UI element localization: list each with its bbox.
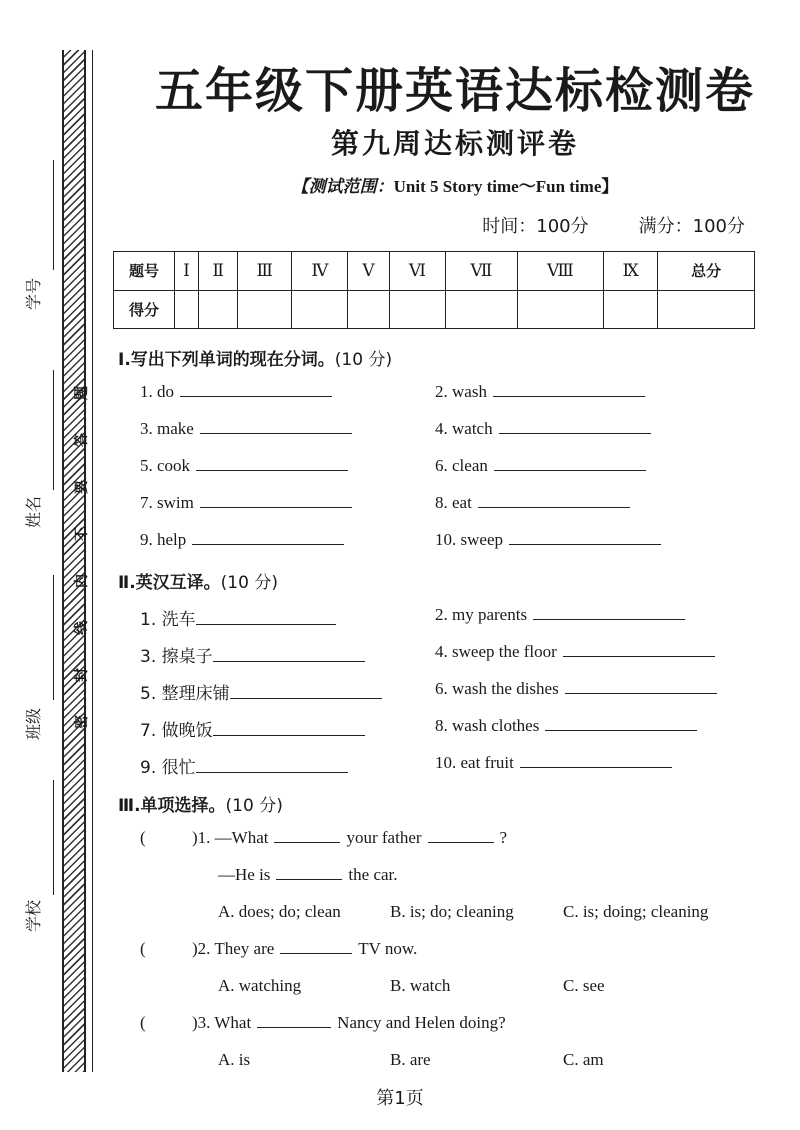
answer-blank[interactable] xyxy=(545,716,697,731)
answer-bracket[interactable]: ( xyxy=(140,1013,146,1032)
time-info xyxy=(482,212,745,238)
question-2-option-b[interactable]: B. watch xyxy=(390,976,451,995)
score-cell[interactable] xyxy=(348,290,389,329)
label-school: 学校 xyxy=(24,899,43,932)
seal-char: 答 xyxy=(74,433,90,447)
table-cell: 题号 xyxy=(114,252,175,291)
question-3-option-b[interactable]: B. are xyxy=(390,1050,431,1069)
table-row xyxy=(114,252,755,291)
seal-char: 题 xyxy=(74,386,90,400)
question-2-option-c[interactable]: C. see xyxy=(563,976,605,995)
list-item: 1. do xyxy=(140,382,332,402)
list-item: 2. wash xyxy=(435,382,645,402)
question-3-option-c[interactable]: C. am xyxy=(563,1050,604,1069)
seal-char: 内 xyxy=(74,574,90,588)
question-1-answer-line: —He is the car. xyxy=(218,865,398,884)
answer-bracket[interactable]: ( xyxy=(140,939,146,958)
score-cell[interactable] xyxy=(238,290,292,329)
question-1-option-b[interactable]: B. is; do; cleaning xyxy=(390,902,514,921)
label-class: 班级 xyxy=(24,707,43,740)
score-cell[interactable] xyxy=(175,290,199,329)
list-item: 8. wash clothes xyxy=(435,716,697,736)
answer-blank[interactable] xyxy=(520,753,672,768)
score-cell[interactable] xyxy=(604,290,658,329)
list-item: 5. 整理床铺 xyxy=(140,679,382,704)
answer-blank[interactable] xyxy=(509,530,661,545)
question-2-option-a[interactable]: A. watching xyxy=(218,976,302,995)
table-cell: 总分 xyxy=(658,252,755,291)
list-item: 4. watch xyxy=(435,419,651,439)
binding-margin xyxy=(0,0,100,1080)
answer-blank[interactable] xyxy=(274,828,340,843)
answer-blank[interactable] xyxy=(428,828,494,843)
answer-blank[interactable] xyxy=(499,419,651,434)
answer-blank[interactable] xyxy=(180,382,332,397)
list-item: 5. cook xyxy=(140,456,348,476)
school-line xyxy=(53,780,54,895)
answer-blank[interactable] xyxy=(192,530,344,545)
list-item: 9. 很忙 xyxy=(140,753,348,778)
answer-blank[interactable] xyxy=(213,721,365,736)
seal-char: 封 xyxy=(74,668,90,682)
section-heading: Ⅲ.单项选择。(10 分) xyxy=(118,796,283,816)
list-item: 8. eat xyxy=(435,493,630,513)
question-1-option-c[interactable]: C. is; doing; cleaning xyxy=(563,902,709,921)
list-item: 7. 做晚饭 xyxy=(140,716,365,741)
section-heading: Ⅰ.写出下列单词的现在分词。(10 分) xyxy=(118,350,393,370)
score-cell[interactable] xyxy=(389,290,445,329)
answer-blank[interactable] xyxy=(493,382,645,397)
table-cell: Ⅶ xyxy=(446,252,517,291)
answer-blank[interactable] xyxy=(196,758,348,773)
full-score: 满分：100分 xyxy=(638,216,745,237)
class-line xyxy=(53,575,54,700)
answer-blank[interactable] xyxy=(478,493,630,508)
question-1: ( )1. —What your father ? xyxy=(140,828,508,847)
answer-blank[interactable] xyxy=(276,865,342,880)
test-range: 【测试范围：Unit 5 Story time～Fun time】 xyxy=(291,177,619,197)
score-cell[interactable] xyxy=(446,290,517,329)
question-1-option-a[interactable]: A. does; do; clean xyxy=(218,902,341,921)
label-name: 姓名 xyxy=(24,495,43,528)
section-heading: Ⅱ.英汉互译。(10 分) xyxy=(118,573,278,593)
table-cell: Ⅷ xyxy=(517,252,604,291)
answer-blank[interactable] xyxy=(200,493,352,508)
list-item: 2. my parents xyxy=(435,605,685,625)
table-cell: Ⅴ xyxy=(348,252,389,291)
list-item: 6. wash the dishes xyxy=(435,679,717,699)
binding-inner-line xyxy=(92,50,93,1072)
score-table xyxy=(113,251,755,329)
table-cell: Ⅰ xyxy=(175,252,199,291)
answer-blank[interactable] xyxy=(213,647,365,662)
score-cell[interactable] xyxy=(199,290,238,329)
table-cell: Ⅱ xyxy=(199,252,238,291)
list-item: 10. eat fruit xyxy=(435,753,672,773)
question-3-option-a[interactable]: A. is xyxy=(218,1050,251,1069)
answer-blank[interactable] xyxy=(257,1013,331,1028)
answer-blank[interactable] xyxy=(230,684,382,699)
answer-bracket[interactable]: ( xyxy=(140,828,146,847)
table-cell: Ⅳ xyxy=(292,252,348,291)
page-subtitle: 第九周达标测评卷 xyxy=(330,127,579,160)
question-3: ( )3. What Nancy and Helen doing? xyxy=(140,1013,506,1032)
score-cell[interactable] xyxy=(292,290,348,329)
table-cell: Ⅸ xyxy=(604,252,658,291)
answer-blank[interactable] xyxy=(196,456,348,471)
answer-blank[interactable] xyxy=(533,605,685,620)
list-item: 6. clean xyxy=(435,456,646,476)
score-cell[interactable] xyxy=(658,290,755,329)
answer-blank[interactable] xyxy=(280,939,352,954)
list-item: 4. sweep the floor xyxy=(435,642,715,662)
list-item: 3. make xyxy=(140,419,352,439)
list-item: 7. swim xyxy=(140,493,352,513)
table-cell: Ⅲ xyxy=(238,252,292,291)
time-limit: 时间：100分 xyxy=(482,216,589,237)
name-line xyxy=(53,370,54,490)
table-row xyxy=(114,290,755,329)
answer-blank[interactable] xyxy=(563,642,715,657)
student-number-line xyxy=(53,160,54,270)
score-cell[interactable] xyxy=(517,290,604,329)
seal-char: 要 xyxy=(74,480,90,494)
table-cell: 得分 xyxy=(114,290,175,329)
seal-char: 线 xyxy=(74,621,90,635)
list-item: 3. 擦桌子 xyxy=(140,642,365,667)
seal-char: 不 xyxy=(74,527,90,541)
list-item: 10. sweep xyxy=(435,530,661,550)
list-item: 1. 洗车 xyxy=(140,605,336,630)
hatched-binding-band xyxy=(62,50,86,1072)
page-number: 第1页 xyxy=(376,1088,424,1109)
label-student-number: 学号 xyxy=(24,277,43,310)
answer-blank[interactable] xyxy=(565,679,717,694)
page-title: 五年级下册英语达标检测卷 xyxy=(154,63,755,119)
table-cell: Ⅵ xyxy=(389,252,445,291)
seal-char: 密 xyxy=(74,715,90,729)
answer-blank[interactable] xyxy=(196,610,336,625)
answer-blank[interactable] xyxy=(494,456,646,471)
answer-blank[interactable] xyxy=(200,419,352,434)
list-item: 9. help xyxy=(140,530,344,550)
question-2: ( )2. They are TV now. xyxy=(140,939,418,958)
